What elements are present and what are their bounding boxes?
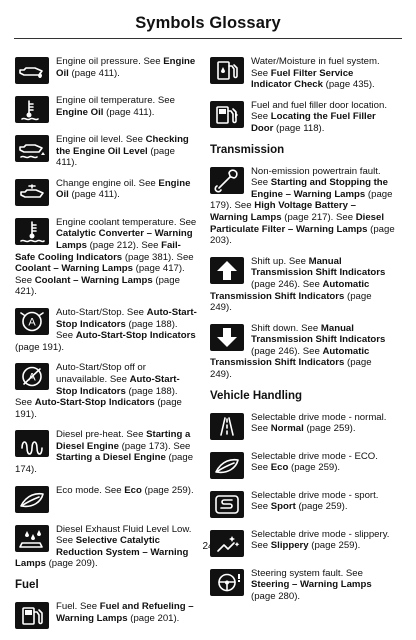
entry-text: Steering system fault. See [251, 567, 363, 579]
cross-reference-link[interactable]: Automatic Transmission Shift Indicators [210, 278, 370, 302]
entry-text: (page 411). [68, 189, 120, 201]
cross-reference-link[interactable]: High Voltage Battery – Warning Lamps [210, 200, 356, 223]
entry-text: (page 259). [288, 462, 341, 474]
cross-reference-link[interactable]: Engine Oil [56, 177, 191, 201]
entry-text: Diesel Exhaust Fluid Level Low. See [56, 523, 192, 547]
cross-reference-link[interactable]: Locating the Fuel Filler Door [251, 111, 376, 134]
cross-reference-link[interactable]: Automatic Transmission Shift Indicators [210, 345, 370, 369]
left-entry [15, 56, 197, 86]
transmission-entry [210, 323, 395, 381]
drive-mode-sport-icon [210, 491, 244, 518]
entry-text: (page 246). See [251, 345, 323, 357]
entry-text: (page 259). [295, 501, 348, 513]
entry-text: (page 188). See [56, 318, 178, 342]
vehicle-handling-entry [210, 412, 395, 442]
entry-text: Selectable drive mode - slippery. See [251, 528, 390, 552]
auto-start-stop-icon [15, 308, 49, 335]
entry-text: Eco mode. See [56, 484, 125, 496]
cross-reference-link[interactable]: Steering – Warning Lamps [251, 579, 372, 591]
entry-text: (page 249). [210, 357, 372, 381]
entry-text: (page 411). [103, 106, 155, 118]
cross-reference-link[interactable]: Coolant – Warning Lamps [15, 263, 133, 275]
left-entry [15, 362, 197, 420]
entry-text: Non-emission powertrain fault. See [251, 165, 381, 189]
entry-text: Auto-Start/Stop off or unavailable. See [56, 362, 146, 385]
entry-text: (page 259). [303, 423, 356, 435]
entry-text: Change engine oil. See [56, 177, 159, 189]
cross-reference-link[interactable]: Auto-Start-Stop Indicators [75, 330, 196, 342]
fuel-continued-entry-list [210, 56, 395, 135]
steering-fault-icon [210, 569, 244, 596]
entry-text: Engine coolant temperature. See [56, 216, 197, 228]
cross-reference-link[interactable]: Diesel Particulate Filter – Warning Lamps [210, 211, 385, 235]
diesel-preheat-icon [15, 430, 49, 457]
entry-text: (page 118). [273, 122, 325, 134]
cross-reference-link[interactable]: Eco [124, 484, 142, 496]
entry-text: (page 191). [15, 341, 65, 353]
drive-mode-normal-icon [210, 413, 244, 440]
fuel-entry [210, 56, 395, 91]
cross-reference-link[interactable]: Catalytic Converter – Warning Lamps [56, 228, 193, 251]
vehicle-handling-entry [210, 490, 395, 520]
cross-reference-link[interactable]: Coolant – Warning Lamps [34, 274, 153, 286]
entry-text: (page 246). See [251, 278, 323, 290]
entry-text: Selectable drive mode - normal. See [251, 411, 387, 435]
change-engine-oil-icon [15, 179, 49, 206]
svg-text:A: A [28, 371, 36, 384]
water-in-fuel-icon [210, 57, 244, 84]
entry-text: Selectable drive mode - sport. See [251, 489, 379, 513]
cross-reference-link[interactable]: Manual Transmission Shift Indicators [251, 255, 386, 279]
cross-reference-link[interactable]: Sport [270, 501, 296, 513]
left-entry [15, 217, 197, 298]
cross-reference-link[interactable]: Normal [270, 423, 304, 435]
left-entry [15, 134, 197, 169]
cross-reference-link[interactable]: Eco [270, 462, 289, 474]
vehicle-handling-entry-list [210, 412, 395, 603]
entry-text: (page 201). [127, 612, 180, 624]
fuel-entry [210, 100, 395, 135]
section-heading-fuel: Fuel [15, 579, 39, 592]
engine-coolant-temperature-icon [15, 218, 49, 245]
shift-down-icon [210, 324, 244, 351]
entry-text: Auto-Start/Stop. See [56, 306, 147, 318]
shift-up-icon [210, 257, 244, 284]
auto-start-stop-off-icon [15, 363, 49, 390]
entry-text: Diesel pre-heat. See [56, 429, 147, 441]
vehicle-handling-entry [210, 451, 395, 481]
entry-text: (page 249). [210, 290, 372, 314]
entry-text: Water/Moisture in fuel system. See [251, 56, 380, 79]
transmission-entry-list [210, 166, 395, 381]
page-number: 24 [202, 541, 214, 552]
engine-oil-level-icon [15, 135, 49, 162]
right-column [210, 56, 395, 611]
cross-reference-link[interactable]: Engine Oil [56, 56, 196, 79]
cross-reference-link[interactable]: Auto-Start-Stop Indicators [34, 397, 155, 409]
entry-text: (page 435). [322, 79, 375, 91]
left-entry [15, 178, 197, 208]
entry-text: (page 421). [15, 274, 180, 298]
cross-reference-link[interactable]: Slippery [270, 540, 309, 552]
left-entry-list [15, 56, 197, 570]
entry-text: (page 217). See [281, 211, 356, 223]
drive-mode-eco-icon [210, 452, 244, 479]
entry-text: (page 212). See [86, 239, 162, 251]
cross-reference-link[interactable]: Auto-Start-Stop Indicators [56, 373, 180, 397]
fuel-filler-door-icon [210, 101, 244, 128]
entry-text: Shift down. See [251, 322, 321, 334]
entry-text: Engine oil pressure. See [56, 56, 164, 67]
left-entry [15, 307, 197, 353]
entry-text: (page 173). See [118, 440, 191, 452]
wrench-icon [210, 167, 244, 194]
fuel-pump-icon [15, 602, 49, 629]
cross-reference-link[interactable]: Manual Transmission Shift Indicators [251, 322, 386, 346]
section-heading-transmission: Transmission [210, 143, 285, 156]
left-entry [15, 95, 197, 125]
entry-text: Selectable drive mode - ECO. See [251, 450, 378, 474]
transmission-entry [210, 166, 395, 247]
entry-text: (page 411). [56, 145, 175, 169]
engine-oil-temperature-icon [15, 96, 49, 123]
cross-reference-link[interactable]: Starting a Diesel Engine [56, 429, 191, 452]
entry-text: (page 417). See [15, 263, 185, 286]
cross-reference-link[interactable]: Fuel Filter Service Indicator Check [251, 67, 354, 91]
entry-text: (page 259). [308, 540, 361, 552]
entry-text: (page 203). [210, 223, 395, 247]
cross-reference-link[interactable]: Engine Oil [56, 106, 104, 118]
transmission-entry [210, 256, 395, 314]
vehicle-handling-entry [210, 568, 395, 603]
entry-text: (page 411). [68, 67, 120, 79]
entry-text: (page 280). [251, 590, 301, 602]
cross-reference-link[interactable]: Starting and Stopping the Engine – Warning Lamps [251, 177, 388, 200]
left-entry [15, 485, 197, 515]
left-entry [15, 429, 197, 475]
entry-text: (page 174). [15, 452, 194, 476]
entry-text: Fuel and fuel filler door location. See [251, 99, 387, 123]
cross-reference-link[interactable]: Fail-Safe Cooling Indicators [15, 239, 181, 263]
cross-reference-link[interactable]: Selective Catalytic Reduction System – Warning Lamps [15, 535, 189, 570]
entry-text: (page 191). [15, 397, 182, 420]
entry-text: Engine oil temperature. See [56, 95, 175, 106]
entry-text: (page 188). See [15, 385, 178, 409]
cross-reference-link[interactable]: Auto-Start-Stop Indicators [56, 306, 197, 330]
fuel-entry [15, 601, 197, 631]
entry-text: Engine oil level. See [56, 134, 146, 145]
svg-text:A: A [28, 316, 36, 329]
cross-reference-link[interactable]: Starting a Diesel Engine [56, 452, 166, 464]
eco-mode-icon [15, 486, 49, 513]
fuel-entry-list [15, 601, 197, 631]
entry-text: (page 209). [45, 558, 98, 570]
page-title: Symbols Glossary [135, 14, 281, 32]
engine-oil-pressure-icon [15, 57, 49, 84]
entry-text: Shift up. See [251, 255, 309, 267]
entry-text: Fuel. See [56, 601, 100, 613]
section-heading-vehicle-handling: Vehicle Handling [210, 389, 303, 402]
left-column [15, 56, 197, 640]
cross-reference-link[interactable]: Checking the Engine Oil Level [56, 134, 189, 157]
cross-reference-link[interactable]: Fuel and Refueling – Warning Lamps [56, 601, 194, 624]
entry-text: (page 381). See [122, 251, 194, 263]
entry-text: (page 259). [141, 484, 194, 496]
title-rule [14, 38, 402, 39]
entry-text: (page 179). See [210, 188, 393, 212]
